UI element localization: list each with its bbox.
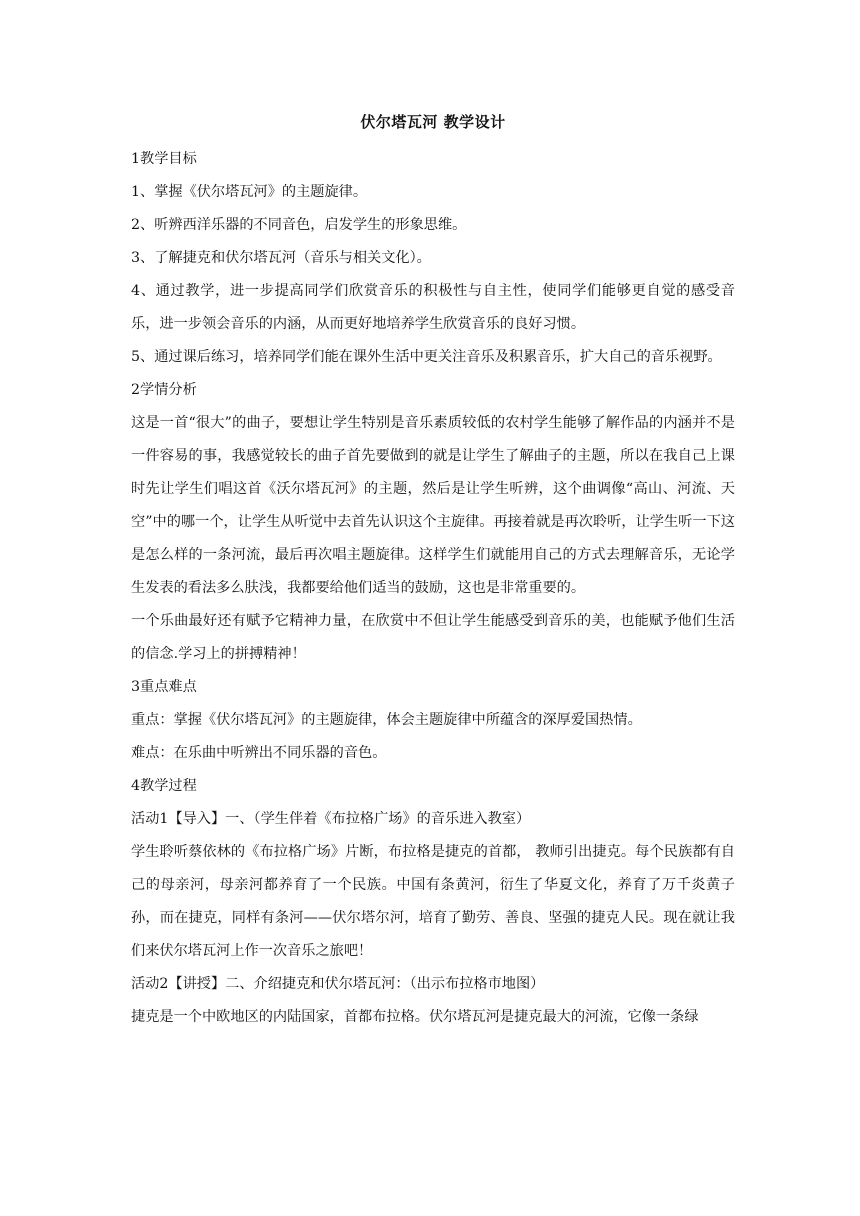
section-heading-objectives: 1教学目标: [131, 151, 197, 167]
objective-item-3: 3、了解捷克和伏尔塔瓦河（音乐与相关文化）。: [131, 250, 431, 266]
key-point: 重点：掌握《伏尔塔瓦河》的主题旋律，体会主题旋律中所蕴含的深厚爱国热情。: [131, 712, 642, 728]
objective-item-2: 2、听辨西洋乐器的不同音色，启发学生的形象思维。: [131, 217, 467, 233]
activity-1-heading: 活动1【导入】一、（学生伴着《布拉格广场》的音乐进入教室）: [131, 811, 531, 827]
objective-item-5: 5、通过课后练习，培养同学们能在课外生活中更关注音乐及积累音乐，扩大自己的音乐视野。: [131, 349, 722, 365]
section-heading-key-points: 3重点难点: [131, 679, 197, 695]
section-heading-process: 4教学过程: [131, 778, 197, 794]
activity-2-paragraph: 捷克是一个中欧地区的内陆国家，首都布拉格。伏尔塔瓦河是捷克最大的河流，它像一条绿: [131, 1009, 699, 1025]
section-heading-analysis: 2学情分析: [131, 382, 197, 398]
analysis-paragraph-2: 一个乐曲最好还有赋予它精神力量，在欣赏中不但让学生能感受到音乐的美，也能赋予他们生活的信念.学习上的拼搏精神！: [131, 613, 735, 662]
activity-2-heading: 活动2【讲授】二、介绍捷克和伏尔塔瓦河：（出示布拉格市地图）: [131, 976, 545, 992]
analysis-paragraph-1: 这是一首“很大”的曲子，要想让学生特别是音乐素质较低的农村学生能够了解作品的内涵并不是一件容易的事，我感觉较长的曲子首先要做到的就是让学生了解曲子的主题，所以在我自己上课时先让学生们唱这首《沃尔塔瓦河》的主题，然后是让学生听辨，这个曲调像“高山、河流、天空”中的哪一个，让学生从听觉中去首先认识这个主旋律。再接着就是再次聆听，让学生听一下这是怎么样的一条河流，最后再次唱主题旋律。这样学生们就能用自己的方式去理解音乐，无论学生发表的看法多么肤浅，我都要给他们适当的鼓励，这也是非常重要的。: [131, 415, 735, 596]
objective-item-1: 1、掌握《伏尔塔瓦河》的主题旋律。: [131, 184, 368, 200]
objective-item-4: 4、通过教学，进一步提高同学们欣赏音乐的积极性与自主性，使同学们能够更自觉的感受音乐，进一步领会音乐的内涵，从而更好地培养学生欣赏音乐的良好习惯。: [131, 283, 735, 332]
activity-1-paragraph: 学生聆听蔡依林的《布拉格广场》片断，布拉格是捷克的首都， 教师引出捷克。每个民族都有自己的母亲河，母亲河都养育了一个民族。中国有条黄河，衍生了华夏文化，养育了万千炎黄子孙，而在捷克，同样有条河——伏尔塔尔河，培育了勤劳、善良、坚强的捷克人民。现在就让我们来伏尔塔瓦河上作一次音乐之旅吧！: [131, 844, 735, 959]
document-body: [131, 110, 735, 1034]
difficult-point: 难点：在乐曲中听辨出不同乐器的音色。: [131, 745, 387, 761]
document-title: 伏尔塔瓦河 教学设计: [360, 113, 506, 131]
